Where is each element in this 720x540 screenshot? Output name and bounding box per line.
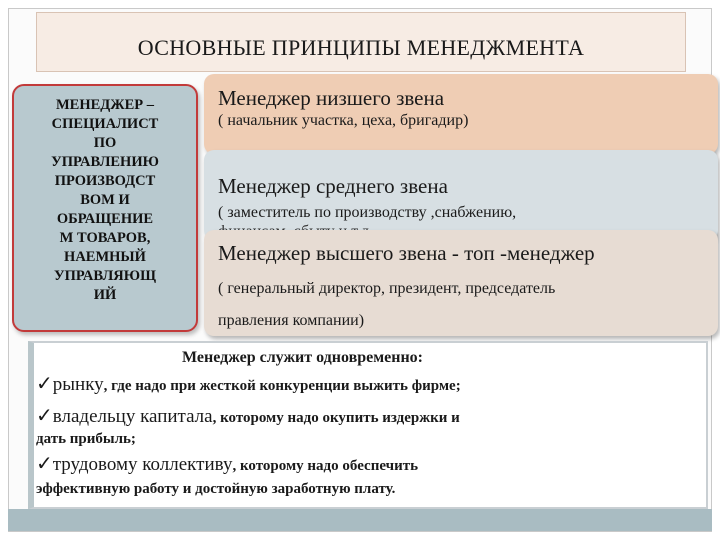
serves-item-key: трудовому коллективу	[52, 454, 233, 475]
serves-item-key: владельцу капитала	[52, 406, 213, 427]
serves-item-staff	[36, 451, 418, 476]
definition-line: ПО	[93, 135, 117, 151]
manager-definition-box	[12, 84, 198, 332]
serves-item-market	[36, 371, 461, 396]
bottom-band	[8, 509, 712, 531]
title-box	[36, 12, 686, 72]
serves-item-key: рынку	[52, 374, 104, 395]
level-mid-title: Менеджер среднего звена	[218, 174, 448, 198]
definition-line: НАЕМНЫЙ	[64, 249, 146, 265]
level-top-title: Менеджер высшего звена - топ -менеджер	[218, 241, 595, 265]
definition-line: УПРАВЛЕНИЮ	[51, 154, 159, 170]
manager-definition-text	[20, 96, 190, 305]
definition-line: СПЕЦИАЛИСТ	[51, 116, 159, 132]
check-icon: ✓	[36, 373, 53, 395]
serves-item-text: , которому надо обеспечить	[232, 458, 419, 474]
level-low	[204, 74, 718, 154]
check-icon: ✓	[36, 405, 53, 427]
serves-item-text: , где надо при жесткой конкуренции выжить фирме;	[103, 378, 461, 394]
serves-item-staff-cont: эффективную работу и достойную заработную плату.	[36, 481, 396, 497]
serves-item-owner	[36, 403, 460, 428]
level-top	[204, 230, 718, 336]
serves-heading: Менеджер служит одновременно:	[182, 349, 423, 366]
check-icon: ✓	[36, 453, 53, 475]
level-top-desc: ( генеральный директор, президент, председатель	[218, 280, 556, 297]
level-low-desc: ( начальник участка, цеха, бригадир)	[218, 112, 469, 129]
serves-box	[28, 341, 708, 509]
definition-line: М ТОВАРОВ,	[59, 230, 151, 246]
serves-item-owner-cont: дать прибыль;	[36, 431, 136, 447]
definition-line: ОБРАЩЕНИЕ	[56, 211, 154, 227]
level-top-desc-cont: правления компании)	[218, 312, 365, 329]
definition-line: МЕНЕДЖЕР –	[55, 97, 155, 113]
serves-item-text: , которому надо окупить издержки и	[212, 410, 460, 426]
definition-line: ИЙ	[93, 287, 117, 303]
level-low-title: Менеджер низшего звена	[218, 86, 445, 110]
level-mid	[204, 150, 718, 240]
definition-line: УПРАВЛЯЮЩ	[53, 268, 157, 284]
slide-title: ОСНОВНЫЕ ПРИНЦИПЫ МЕНЕДЖМЕНТА	[137, 35, 585, 60]
level-mid-desc: ( заместитель по производству ,снабжению,	[218, 204, 517, 221]
definition-line: ПРОИЗВОДСТ	[54, 173, 156, 189]
definition-line: ВОМ И	[80, 192, 130, 208]
